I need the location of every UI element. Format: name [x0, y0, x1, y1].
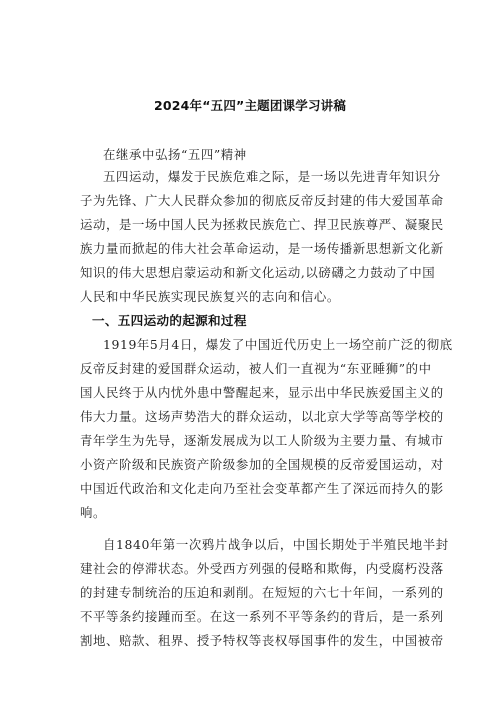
intro-line-2: 子为先锋、广大人民群众参加的彻底反帝反封建的伟大爱国革命	[80, 193, 444, 208]
section-para2-line-1: 自1840年第一次鸦片战争以后，中国长期处于半殖民地半封	[103, 537, 449, 552]
section-para2-line-3: 的封建专制统治的压迫和剥削。在短短的六七十年间，一系列的	[80, 585, 444, 600]
section-para1-line-1: 1919年5月4日，爆发了中国近代历史上一场空前广泛的彻底	[103, 337, 453, 352]
section-para1-line-2: 反帝反封建的爱国群众运动，被人们一直视为“东亚睡狮”的中	[80, 361, 432, 376]
section-para2-line-4: 不平等条约接踵而至。在这一系列不平等条约的背后，是一系列	[80, 609, 444, 624]
subtitle: 在继承中弘扬“五四”精神	[103, 147, 247, 162]
section-para1-line-4: 伟大力量。这场声势浩大的群众运动，以北京大学等高等学校的	[80, 409, 444, 424]
section-para1-line-6: 小资产阶级和民族资产阶级参加的全国规模的反帝爱国运动，对	[80, 457, 444, 472]
section-para1-line-7: 中国近代政治和文化走向乃至社会变革都产生了深远而持久的影	[80, 481, 444, 496]
intro-line-1: 五四运动，爆发于民族危难之际，是一场以先进青年知识分	[103, 169, 441, 184]
section-para2-line-2: 建社会的停滞状态。外受西方列强的侵略和欺侮，内受腐朽没落	[80, 561, 444, 576]
section-para1-line-5: 青年学生为先导，逐渐发展成为以工人阶级为主要力量、有城市	[80, 433, 444, 448]
intro-line-6: 人民和中华民族实现民族复兴的志向和信心。	[80, 289, 340, 304]
intro-line-4: 族力量而掀起的伟大社会革命运动，是一场传播新思想新文化新	[80, 241, 444, 256]
document-title: 2024年“五四”主题团课学习讲稿	[153, 98, 347, 113]
intro-line-3: 运动，是一场中国人民为拯救民族危亡、捍卫民族尊严、凝聚民	[80, 217, 444, 232]
intro-line-5: 知识的伟大思想启蒙运动和新文化运动,以磅礴之力鼓动了中国	[80, 265, 436, 280]
section-para1-line-3: 国人民终于从内忧外患中警醒起来，显示出中华民族爱国主义的	[80, 385, 444, 400]
section-para2-line-5: 割地、赔款、租界、授予特权等丧权辱国事件的发生，中国被帝	[80, 633, 444, 648]
section-para1-line-8: 响。	[80, 505, 106, 520]
section-heading: 一、五四运动的起源和过程	[92, 313, 247, 328]
